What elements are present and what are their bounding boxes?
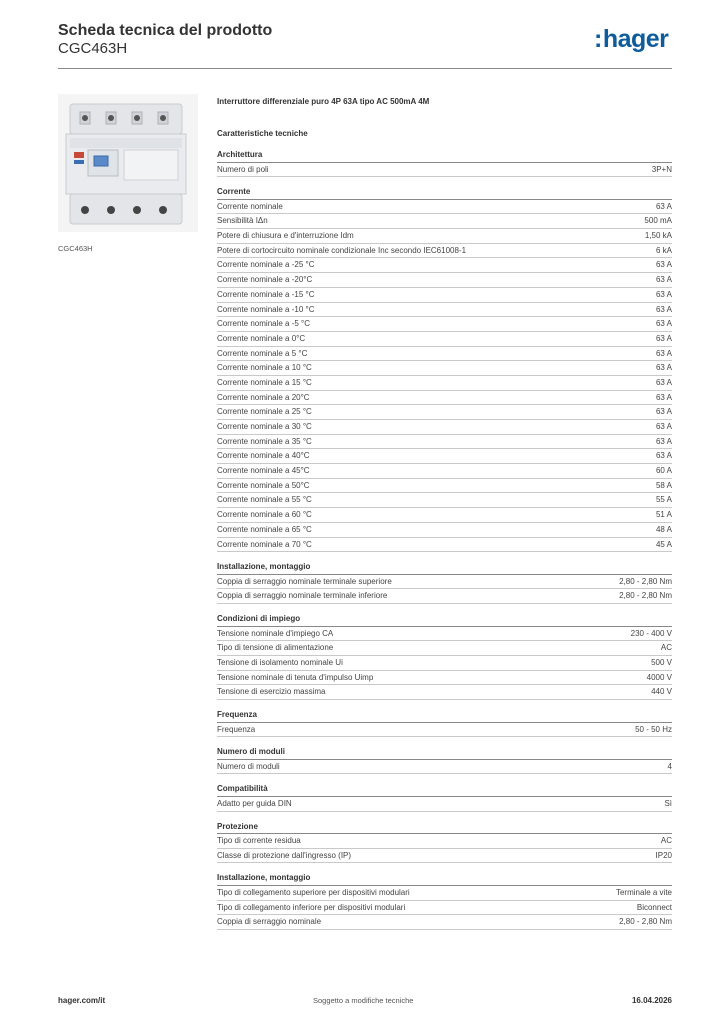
spec-row — [217, 523, 672, 538]
spec-value: AC — [660, 836, 672, 846]
spec-value: 230 - 400 V — [630, 628, 672, 638]
spec-label: Coppia di serraggio nominale terminale superiore — [217, 576, 392, 586]
spec-label: Corrente nominale a 35 °C — [217, 436, 312, 446]
spec-label: Potere di cortocircuito nominale condizionale Inc secondo IEC61008-1 — [217, 245, 467, 255]
section-title: Frequenza — [217, 708, 672, 723]
spec-row — [217, 163, 672, 178]
spec-value: IP20 — [655, 850, 672, 860]
spec-row — [217, 723, 672, 738]
spec-row — [217, 479, 672, 494]
spec-row — [217, 464, 672, 479]
spec-value: Biconnect — [636, 902, 672, 912]
section-title: Installazione, montaggio — [217, 871, 672, 886]
section-title: Architettura — [217, 148, 672, 163]
spec-content — [217, 95, 672, 938]
spec-value: 55 A — [655, 495, 672, 505]
spec-label: Corrente nominale a 10 °C — [217, 363, 312, 373]
page-title: Scheda tecnica del prodotto — [58, 22, 273, 39]
image-caption: CGC463H — [58, 244, 93, 253]
spec-row — [217, 332, 672, 347]
spec-label: Tensione di isolamento nominale Ui — [217, 657, 343, 667]
spec-label: Corrente nominale a 20°C — [217, 392, 310, 402]
spec-row — [217, 391, 672, 406]
spec-label: Coppia di serraggio nominale terminale inferiore — [217, 591, 388, 601]
spec-label: Tipo di collegamento superiore per dispositivi modulari — [217, 887, 410, 897]
spec-value: 51 A — [655, 510, 672, 520]
spec-row — [217, 886, 672, 901]
spec-value: 63 A — [655, 260, 672, 270]
spec-row — [217, 901, 672, 916]
spec-value: 440 V — [651, 687, 672, 697]
spec-value: 58 A — [655, 480, 672, 490]
spec-label: Classe di protezione dall'ingresso (IP) — [217, 850, 352, 860]
spec-value: 2,80 - 2,80 Nm — [619, 591, 672, 601]
spec-row — [217, 849, 672, 864]
spec-row — [217, 229, 672, 244]
spec-label: Corrente nominale a 5 °C — [217, 348, 308, 358]
spec-value: 4000 V — [646, 672, 672, 682]
spec-value: 6 kA — [655, 245, 672, 255]
specs-heading: Caratteristiche tecniche — [217, 129, 308, 138]
spec-row — [217, 405, 672, 420]
spec-label: Corrente nominale a 30 °C — [217, 422, 312, 431]
section-title: Compatibilità — [217, 782, 672, 797]
spec-value: 63 A — [655, 363, 672, 373]
spec-row — [217, 258, 672, 273]
spec-section — [217, 560, 672, 604]
spec-label: Numero di poli — [217, 164, 269, 174]
spec-row — [217, 449, 672, 464]
spec-row — [217, 273, 672, 288]
spec-label: Tensione di esercizio massima — [217, 687, 326, 697]
spec-value: 2,80 - 2,80 Nm — [619, 576, 672, 586]
footer-date: 16.04.2026 — [631, 996, 672, 1005]
spec-row — [217, 200, 672, 215]
spec-label: Numero di moduli — [217, 761, 280, 771]
spec-row — [217, 288, 672, 303]
spec-value: 63 A — [655, 451, 672, 461]
section-title: Condizioni di impiego — [217, 612, 672, 627]
spec-row — [217, 797, 672, 812]
spec-label: Tipo di corrente residua — [217, 836, 301, 846]
spec-label: Tipo di collegamento inferiore per dispositivi modulari — [217, 902, 406, 912]
spec-row — [217, 641, 672, 656]
spec-value: 60 A — [655, 466, 672, 476]
spec-section — [217, 708, 672, 737]
header-divider — [58, 68, 672, 69]
section-title: Numero di moduli — [217, 745, 672, 760]
spec-value: 63 A — [655, 275, 672, 285]
spec-row — [217, 420, 672, 435]
spec-label: Corrente nominale a 65 °C — [217, 524, 312, 534]
spec-value: 63 A — [655, 392, 672, 402]
spec-value: 4 — [667, 761, 672, 771]
spec-row — [217, 627, 672, 642]
spec-row — [217, 589, 672, 604]
spec-label: Corrente nominale a 25 °C — [217, 407, 312, 417]
spec-row — [217, 347, 672, 362]
spec-sections — [217, 148, 672, 930]
spec-label: Corrente nominale a -25 °C — [217, 260, 315, 270]
spec-row — [217, 214, 672, 229]
circuit-breaker-illustration — [58, 94, 198, 232]
spec-value: 63 A — [655, 333, 672, 343]
spec-row — [217, 760, 672, 775]
spec-label: Corrente nominale a -15 °C — [217, 289, 315, 299]
spec-label: Sensibilità IΔn — [217, 216, 268, 226]
spec-label: Coppia di serraggio nominale — [217, 917, 322, 927]
spec-value: 1,50 kA — [644, 231, 672, 241]
spec-row — [217, 834, 672, 849]
spec-row — [217, 435, 672, 450]
spec-value: 63 A — [655, 289, 672, 299]
hager-logo: :hager — [594, 25, 669, 53]
spec-value: 63 A — [655, 348, 672, 358]
spec-value: 63 A — [655, 377, 672, 387]
spec-section — [217, 871, 672, 930]
spec-row — [217, 244, 672, 259]
spec-row — [217, 317, 672, 332]
logo-text: hager — [602, 25, 669, 53]
spec-value: 63 A — [655, 201, 672, 211]
spec-value: AC — [660, 643, 672, 653]
spec-value: 63 A — [655, 319, 672, 329]
product-description: Interruttore differenziale puro 4P 63A tipo AC 500mA 4M — [217, 97, 430, 106]
spec-label: Corrente nominale — [217, 201, 283, 211]
spec-label: Corrente nominale a 40°C — [217, 451, 310, 461]
spec-section — [217, 148, 672, 177]
spec-row — [217, 575, 672, 590]
spec-row — [217, 508, 672, 523]
section-title: Corrente — [217, 185, 672, 200]
spec-value: 45 A — [655, 539, 672, 549]
spec-label: Tensione nominale d'impiego CA — [217, 628, 334, 638]
spec-label: Corrente nominale a 45°C — [217, 466, 310, 476]
spec-section — [217, 185, 672, 552]
spec-section — [217, 820, 672, 864]
footer-website: hager.com/it — [58, 996, 106, 1005]
spec-row — [217, 303, 672, 318]
spec-row — [217, 671, 672, 686]
spec-row — [217, 685, 672, 700]
spec-section — [217, 782, 672, 811]
spec-label: Corrente nominale a 70 °C — [217, 539, 312, 549]
product-image — [58, 94, 198, 232]
spec-label: Corrente nominale a 15 °C — [217, 377, 312, 387]
spec-row — [217, 493, 672, 508]
spec-value: 48 A — [655, 524, 672, 534]
spec-label: Adatto per guida DIN — [217, 798, 292, 808]
spec-value: 63 A — [655, 304, 672, 314]
spec-section — [217, 612, 672, 700]
spec-row — [217, 915, 672, 930]
spec-label: Corrente nominale a 55 °C — [217, 495, 312, 505]
spec-label: Corrente nominale a 50°C — [217, 480, 310, 490]
spec-label: Corrente nominale a 0°C — [217, 333, 306, 343]
spec-section — [217, 745, 672, 774]
spec-label: Corrente nominale a 60 °C — [217, 510, 312, 520]
section-title: Installazione, montaggio — [217, 560, 672, 575]
spec-value: 63 A — [655, 422, 672, 431]
section-title: Protezione — [217, 820, 672, 835]
spec-label: Frequenza — [217, 724, 256, 734]
spec-value: 63 A — [655, 407, 672, 417]
spec-value: Terminale a vite — [615, 887, 672, 897]
spec-row — [217, 656, 672, 671]
spec-row — [217, 376, 672, 391]
spec-value: 63 A — [655, 436, 672, 446]
spec-value: 500 V — [651, 657, 672, 667]
spec-value: 2,80 - 2,80 Nm — [619, 917, 672, 927]
spec-label: Potere di chiusura e d'interruzione Idm — [217, 231, 354, 241]
spec-label: Corrente nominale a -20°C — [217, 275, 313, 285]
spec-row — [217, 538, 672, 553]
spec-label: Tipo di tensione di alimentazione — [217, 643, 334, 653]
spec-value: 50 - 50 Hz — [635, 724, 672, 734]
spec-value: 3P+N — [651, 164, 672, 174]
spec-label: Tensione nominale di tenuta d'impulso Uimp — [217, 672, 374, 682]
spec-label: Corrente nominale a -10 °C — [217, 304, 315, 314]
spec-value: 500 mA — [644, 216, 672, 226]
footer-note: Soggetto a modifiche tecniche — [313, 996, 414, 1005]
product-code: CGC463H — [58, 40, 128, 57]
spec-value: Sì — [664, 798, 672, 808]
spec-row — [217, 361, 672, 376]
spec-label: Corrente nominale a -5 °C — [217, 319, 311, 329]
